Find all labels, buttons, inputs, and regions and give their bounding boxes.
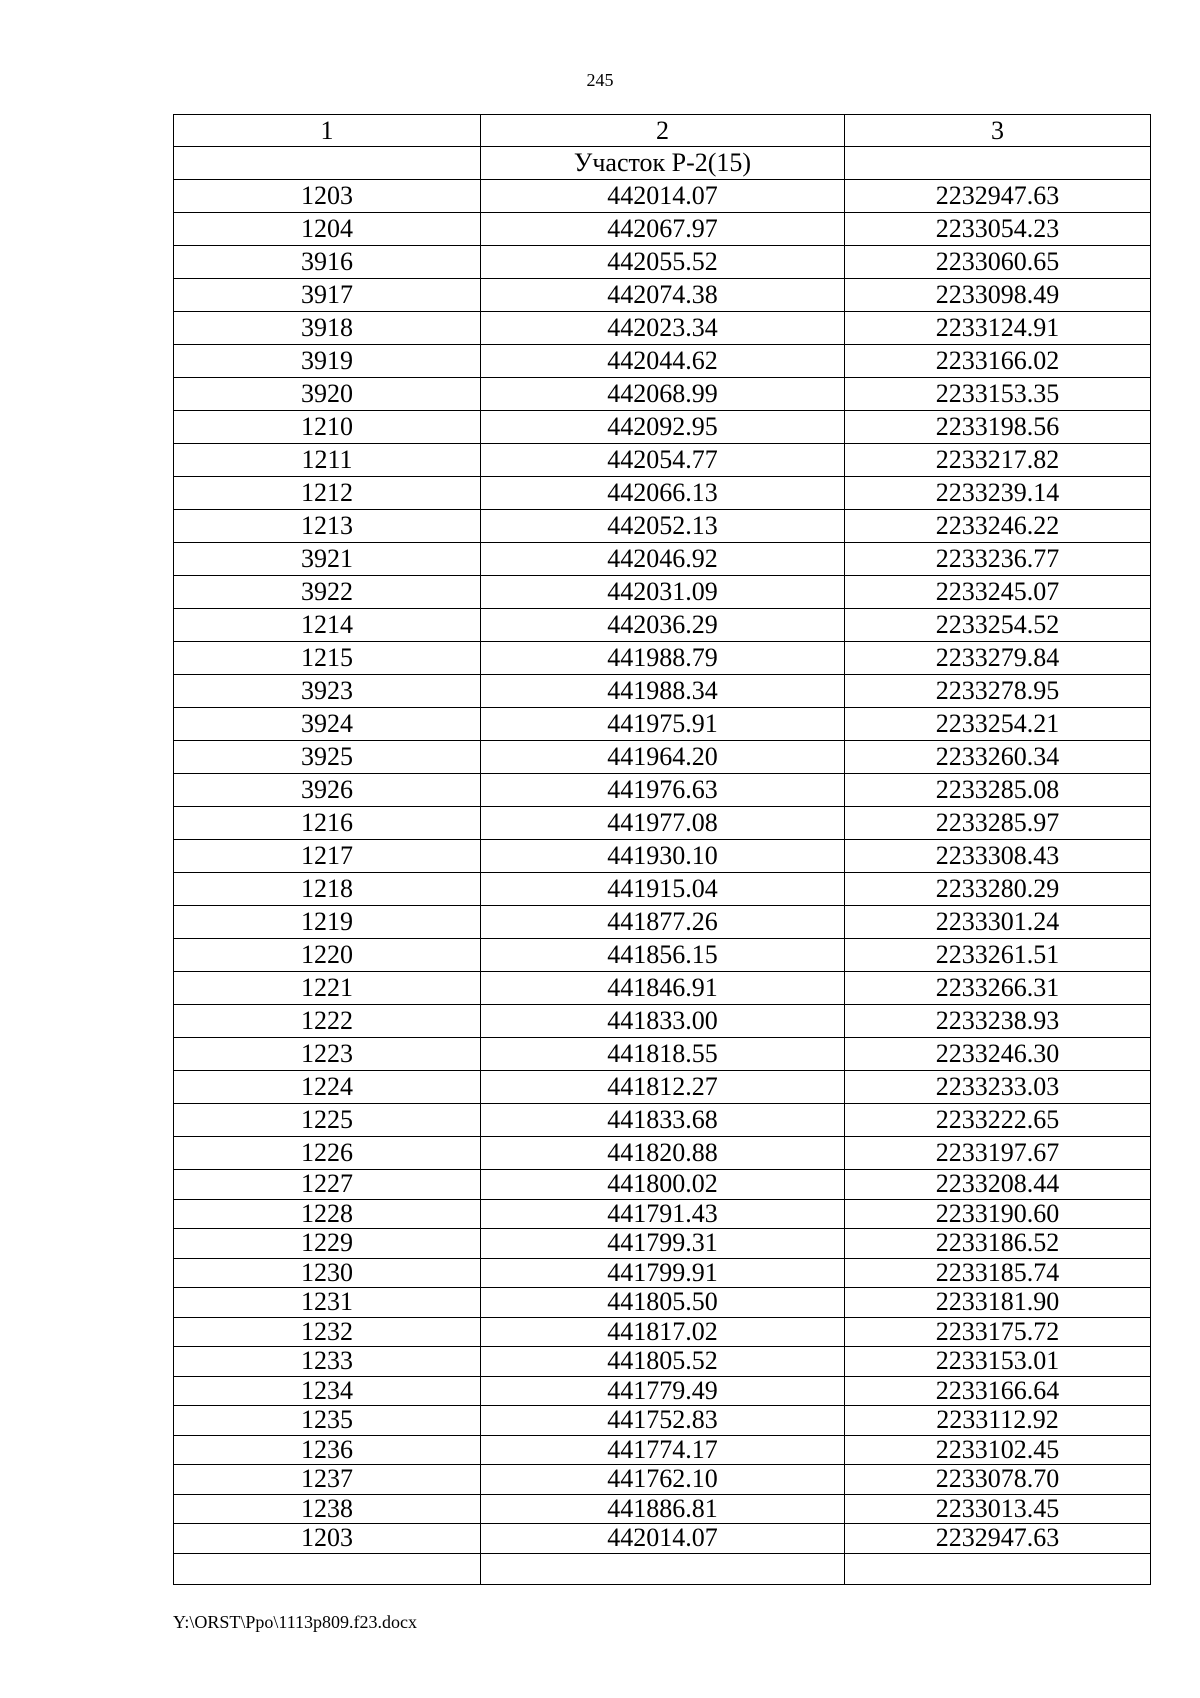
header-cell-1: 1 [174, 115, 481, 147]
table-row [174, 939, 1151, 972]
point-number-cell: 1203 [174, 180, 481, 213]
y-coordinate-cell: 2233054.23 [845, 213, 1151, 246]
x-coordinate-cell: 441915.04 [481, 873, 845, 906]
x-coordinate-cell: 442054.77 [481, 444, 845, 477]
point-number-cell: 3920 [174, 378, 481, 411]
table-row [174, 1288, 1151, 1318]
x-coordinate-cell: 441846.91 [481, 972, 845, 1005]
point-number-cell: 1233 [174, 1347, 481, 1377]
point-number-cell: 3921 [174, 543, 481, 576]
y-coordinate-cell: 2233279.84 [845, 642, 1151, 675]
x-coordinate-cell: 441817.02 [481, 1317, 845, 1347]
point-number-cell: 1216 [174, 807, 481, 840]
point-number-cell: 1217 [174, 840, 481, 873]
point-number-cell: 1220 [174, 939, 481, 972]
y-coordinate-cell: 2232947.63 [845, 180, 1151, 213]
y-coordinate-cell: 2233238.93 [845, 1005, 1151, 1038]
point-number-cell: 1204 [174, 213, 481, 246]
table-row [174, 345, 1151, 378]
table-row [174, 1199, 1151, 1229]
point-number-cell: 1224 [174, 1071, 481, 1104]
y-coordinate-cell: 2233239.14 [845, 477, 1151, 510]
point-number-cell: 1230 [174, 1258, 481, 1288]
x-coordinate-cell: 442031.09 [481, 576, 845, 609]
y-coordinate-cell: 2233185.74 [845, 1258, 1151, 1288]
x-coordinate-cell: 442023.34 [481, 312, 845, 345]
y-coordinate-cell: 2233078.70 [845, 1465, 1151, 1495]
point-number-cell: 1225 [174, 1104, 481, 1137]
x-coordinate-cell: 441856.15 [481, 939, 845, 972]
section-title: Участок Р-2(15) [481, 147, 845, 180]
point-number-cell: 1222 [174, 1005, 481, 1038]
point-number-cell: 1221 [174, 972, 481, 1005]
table-row [174, 444, 1151, 477]
x-coordinate-cell: 442074.38 [481, 279, 845, 312]
header-cell-3: 3 [845, 115, 1151, 147]
y-coordinate-cell: 2233124.91 [845, 312, 1151, 345]
table-row [174, 1524, 1151, 1554]
point-number-cell: 3922 [174, 576, 481, 609]
x-coordinate-cell: 441833.00 [481, 1005, 845, 1038]
point-number-cell: 3917 [174, 279, 481, 312]
y-coordinate-cell: 2233186.52 [845, 1229, 1151, 1259]
y-coordinate-cell: 2233190.60 [845, 1199, 1151, 1229]
table-row [174, 1347, 1151, 1377]
point-number-cell: 1212 [174, 477, 481, 510]
y-coordinate-cell: 2233153.01 [845, 1347, 1151, 1377]
table-row [174, 1170, 1151, 1200]
point-number-cell: 3919 [174, 345, 481, 378]
x-coordinate-cell: 441812.27 [481, 1071, 845, 1104]
point-number-cell: 1210 [174, 411, 481, 444]
point-number-cell: 3916 [174, 246, 481, 279]
y-coordinate-cell: 2233098.49 [845, 279, 1151, 312]
point-number-cell: 1232 [174, 1317, 481, 1347]
x-coordinate-cell: 441988.34 [481, 675, 845, 708]
header-row [174, 115, 1151, 147]
x-coordinate-cell: 441818.55 [481, 1038, 845, 1071]
x-coordinate-cell: 441930.10 [481, 840, 845, 873]
table-row [174, 510, 1151, 543]
x-coordinate-cell: 441752.83 [481, 1406, 845, 1436]
x-coordinate-cell: 441791.43 [481, 1199, 845, 1229]
point-number-cell: 1229 [174, 1229, 481, 1259]
point-number-cell: 1226 [174, 1137, 481, 1170]
table-row [174, 1258, 1151, 1288]
x-coordinate-cell: 441975.91 [481, 708, 845, 741]
x-coordinate-cell: 442014.07 [481, 1524, 845, 1554]
table-row [174, 1465, 1151, 1495]
y-coordinate-cell: 2232947.63 [845, 1524, 1151, 1554]
table-row [174, 774, 1151, 807]
y-coordinate-cell: 2233153.35 [845, 378, 1151, 411]
y-coordinate-cell: 2233278.95 [845, 675, 1151, 708]
table-row [174, 609, 1151, 642]
y-coordinate-cell: 2233254.52 [845, 609, 1151, 642]
y-coordinate-cell: 2233198.56 [845, 411, 1151, 444]
x-coordinate-cell: 442067.97 [481, 213, 845, 246]
point-number-cell: 3925 [174, 741, 481, 774]
point-number-cell: 1215 [174, 642, 481, 675]
x-coordinate-cell: 441833.68 [481, 1104, 845, 1137]
point-number-cell: 1231 [174, 1288, 481, 1318]
point-number-cell: 1228 [174, 1199, 481, 1229]
empty-cell [845, 1553, 1151, 1584]
table-row [174, 708, 1151, 741]
table-row [174, 543, 1151, 576]
x-coordinate-cell: 441977.08 [481, 807, 845, 840]
point-number-cell: 1236 [174, 1435, 481, 1465]
x-coordinate-cell: 441774.17 [481, 1435, 845, 1465]
table-row [174, 675, 1151, 708]
x-coordinate-cell: 442044.62 [481, 345, 845, 378]
x-coordinate-cell: 441799.91 [481, 1258, 845, 1288]
table-row [174, 1435, 1151, 1465]
point-number-cell: 3918 [174, 312, 481, 345]
point-number-cell: 1234 [174, 1376, 481, 1406]
y-coordinate-cell: 2233222.65 [845, 1104, 1151, 1137]
y-coordinate-cell: 2233285.97 [845, 807, 1151, 840]
y-coordinate-cell: 2233217.82 [845, 444, 1151, 477]
table-row [174, 312, 1151, 345]
x-coordinate-cell: 441886.81 [481, 1494, 845, 1524]
coordinates-table [173, 114, 1151, 1585]
empty-cell [174, 1553, 481, 1584]
point-number-cell: 1219 [174, 906, 481, 939]
table-row [174, 1376, 1151, 1406]
table-row [174, 1317, 1151, 1347]
table-row [174, 1137, 1151, 1170]
table-row [174, 1494, 1151, 1524]
x-coordinate-cell: 441779.49 [481, 1376, 845, 1406]
x-coordinate-cell: 441762.10 [481, 1465, 845, 1495]
table-row [174, 180, 1151, 213]
point-number-cell: 1213 [174, 510, 481, 543]
x-coordinate-cell: 442014.07 [481, 180, 845, 213]
point-number-cell: 1227 [174, 1170, 481, 1200]
y-coordinate-cell: 2233280.29 [845, 873, 1151, 906]
x-coordinate-cell: 442055.52 [481, 246, 845, 279]
y-coordinate-cell: 2233245.07 [845, 576, 1151, 609]
x-coordinate-cell: 441799.31 [481, 1229, 845, 1259]
x-coordinate-cell: 442052.13 [481, 510, 845, 543]
empty-row [174, 1553, 1151, 1584]
table-row [174, 477, 1151, 510]
y-coordinate-cell: 2233285.08 [845, 774, 1151, 807]
x-coordinate-cell: 442068.99 [481, 378, 845, 411]
point-number-cell: 1237 [174, 1465, 481, 1495]
table-row [174, 378, 1151, 411]
y-coordinate-cell: 2233301.24 [845, 906, 1151, 939]
point-number-cell: 1218 [174, 873, 481, 906]
table-row [174, 1229, 1151, 1259]
point-number-cell: 3923 [174, 675, 481, 708]
x-coordinate-cell: 442092.95 [481, 411, 845, 444]
y-coordinate-cell: 2233261.51 [845, 939, 1151, 972]
table-row [174, 213, 1151, 246]
table-row [174, 1005, 1151, 1038]
table-row [174, 642, 1151, 675]
point-number-cell: 3926 [174, 774, 481, 807]
x-coordinate-cell: 441805.52 [481, 1347, 845, 1377]
footer-file-path: Y:\ORST\Ppo\1113p809.f23.docx [173, 1612, 418, 1632]
point-number-cell: 1238 [174, 1494, 481, 1524]
page-number: 245 [586, 70, 614, 90]
point-number-cell: 1223 [174, 1038, 481, 1071]
y-coordinate-cell: 2233246.22 [845, 510, 1151, 543]
x-coordinate-cell: 442066.13 [481, 477, 845, 510]
x-coordinate-cell: 441820.88 [481, 1137, 845, 1170]
point-number-cell: 1235 [174, 1406, 481, 1436]
y-coordinate-cell: 2233236.77 [845, 543, 1151, 576]
x-coordinate-cell: 442036.29 [481, 609, 845, 642]
point-number-cell: 1211 [174, 444, 481, 477]
section-empty-cell [174, 147, 481, 180]
section-title-row [174, 147, 1151, 180]
y-coordinate-cell: 2233166.64 [845, 1376, 1151, 1406]
table-row [174, 840, 1151, 873]
y-coordinate-cell: 2233246.30 [845, 1038, 1151, 1071]
y-coordinate-cell: 2233308.43 [845, 840, 1151, 873]
y-coordinate-cell: 2233112.92 [845, 1406, 1151, 1436]
y-coordinate-cell: 2233013.45 [845, 1494, 1151, 1524]
table-row [174, 741, 1151, 774]
table-row [174, 279, 1151, 312]
y-coordinate-cell: 2233197.67 [845, 1137, 1151, 1170]
table-row [174, 246, 1151, 279]
empty-cell [481, 1553, 845, 1584]
point-number-cell: 3924 [174, 708, 481, 741]
table-row [174, 1071, 1151, 1104]
table-row [174, 411, 1151, 444]
x-coordinate-cell: 441877.26 [481, 906, 845, 939]
y-coordinate-cell: 2233102.45 [845, 1435, 1151, 1465]
y-coordinate-cell: 2233260.34 [845, 741, 1151, 774]
y-coordinate-cell: 2233060.65 [845, 246, 1151, 279]
x-coordinate-cell: 441976.63 [481, 774, 845, 807]
header-cell-2: 2 [481, 115, 845, 147]
y-coordinate-cell: 2233208.44 [845, 1170, 1151, 1200]
table-row [174, 972, 1151, 1005]
point-number-cell: 1214 [174, 609, 481, 642]
table-body [174, 115, 1151, 1585]
section-empty-cell [845, 147, 1151, 180]
y-coordinate-cell: 2233175.72 [845, 1317, 1151, 1347]
x-coordinate-cell: 442046.92 [481, 543, 845, 576]
x-coordinate-cell: 441988.79 [481, 642, 845, 675]
y-coordinate-cell: 2233233.03 [845, 1071, 1151, 1104]
point-number-cell: 1203 [174, 1524, 481, 1554]
table-row [174, 906, 1151, 939]
y-coordinate-cell: 2233266.31 [845, 972, 1151, 1005]
y-coordinate-cell: 2233254.21 [845, 708, 1151, 741]
x-coordinate-cell: 441800.02 [481, 1170, 845, 1200]
table-row [174, 807, 1151, 840]
x-coordinate-cell: 441805.50 [481, 1288, 845, 1318]
y-coordinate-cell: 2233166.02 [845, 345, 1151, 378]
y-coordinate-cell: 2233181.90 [845, 1288, 1151, 1318]
table-row [174, 873, 1151, 906]
x-coordinate-cell: 441964.20 [481, 741, 845, 774]
table-row [174, 576, 1151, 609]
table-row [174, 1038, 1151, 1071]
table-row [174, 1104, 1151, 1137]
table-row [174, 1406, 1151, 1436]
